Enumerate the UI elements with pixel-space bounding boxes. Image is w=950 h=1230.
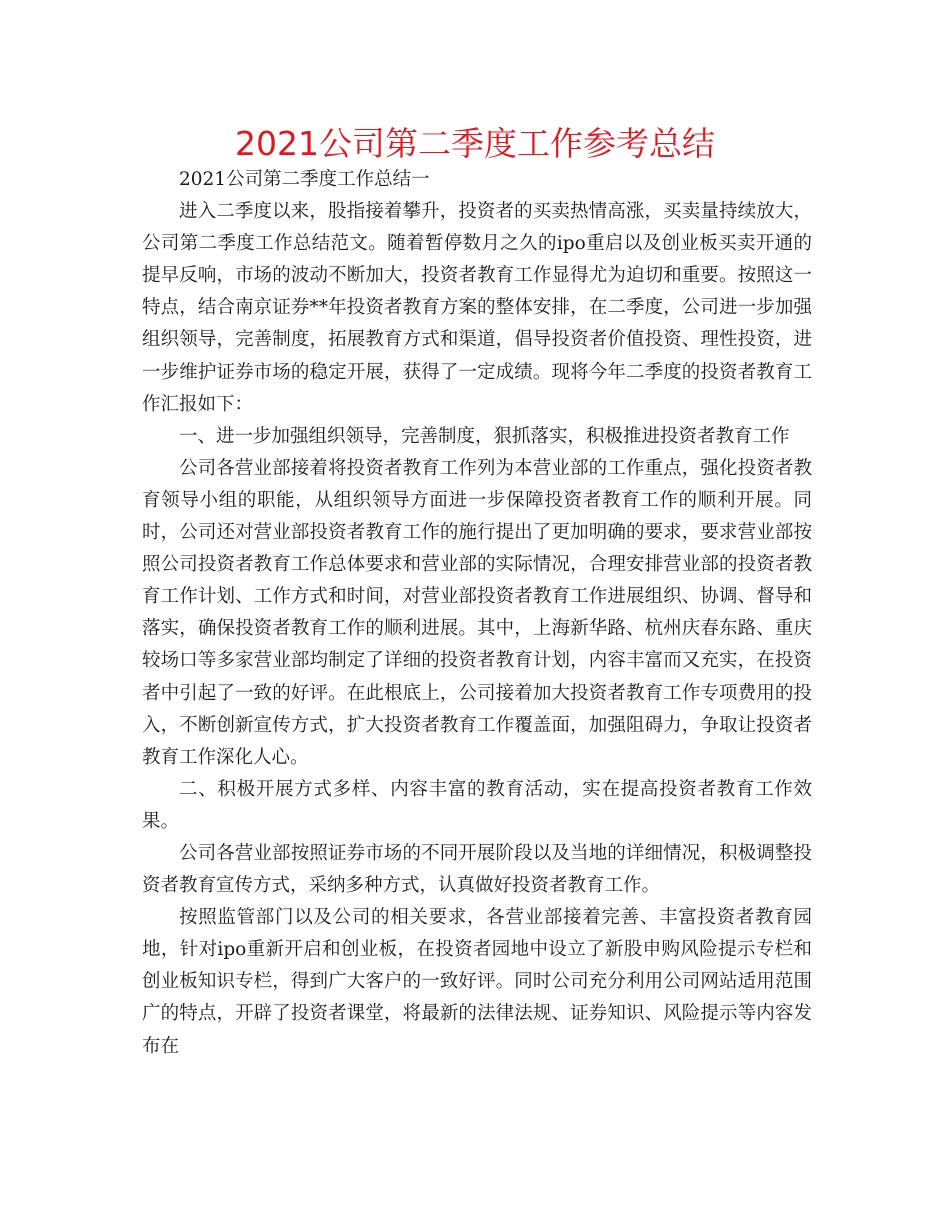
- document-title: 2021公司第二季度工作参考总结: [235, 124, 715, 163]
- paragraph-intro: 进入二季度以来，股指接着攀升，投资者的买卖热情高涨，买卖量持续放大，公司第二季度工作总结范文。随着暂停数月之久的ipo重启以及创业板买卖开通的提早反响，市场的波动不断加大，投资者教育工作显得尤为迫切和重要。按照这一特点，结合南京证券**年投资者教育方案的整体安排，在二季度，公司进一步加强组织领导，完善制度，拓展教育方式和渠道，倡导投资者价值投资、理性投资，进一步维护证券市场的稳定开展，获得了一定成绩。现将今年二季度的投资者教育工作汇报如下：: [142, 201, 812, 415]
- document-subtitle: 2021公司第二季度工作总结一: [179, 169, 430, 190]
- paragraph-section-2a: 公司各营业部按照证券市场的不同开展阶段以及当地的详细情况，积极调整投资者教育宣传方式，采纳多种方式，认真做好投资者教育工作。: [142, 842, 812, 897]
- paragraph-section-2b: 按照监管部门以及公司的相关要求，各营业部接着完善、丰富投资者教育园地，针对ipo重新开启和创业板，在投资者园地中设立了新股申购风险提示专栏和创业板知识专栏，得到广大客户的一致好评。同时公司充分利用公司网站适用范围广的特点，开辟了投资者课堂，将最新的法律法规、证券知识、风险提示等内容发布在: [142, 907, 812, 1057]
- paragraph-section-1: 公司各营业部接着将投资者教育工作列为本营业部的工作重点，强化投资者教育领导小组的职能，从组织领导方面进一步保障投资者教育工作的顺利开展。同时，公司还对营业部投资者教育工作的施行提出了更加明确的要求，要求营业部按照公司投资者教育工作总体要求和营业部的实际情况，合理安排营业部的投资者教育工作计划、工作方式和时间，对营业部投资者教育工作进展组织、协调、督导和落实，确保投资者教育工作的顺利进展。其中，上海新华路、杭州庆春东路、重庆较场口等多家营业部均制定了详细的投资者教育计划，内容丰富而又充实，在投资者中引起了一致的好评。在此根底上，公司接着加大投资者教育工作专项费用的投入，不断创新宣传方式，扩大投资者教育工作覆盖面，加强阻碍力，争取让投资者教育工作深化人心。: [142, 457, 812, 768]
- section-heading-2: 二、积极开展方式多样、内容丰富的教育活动，实在提高投资者教育工作效果。: [142, 778, 812, 832]
- section-heading-1: 一、进一步加强组织领导，完善制度，狠抓落实，积极推进投资者教育工作: [179, 425, 790, 447]
- document-body: [142, 164, 812, 1063]
